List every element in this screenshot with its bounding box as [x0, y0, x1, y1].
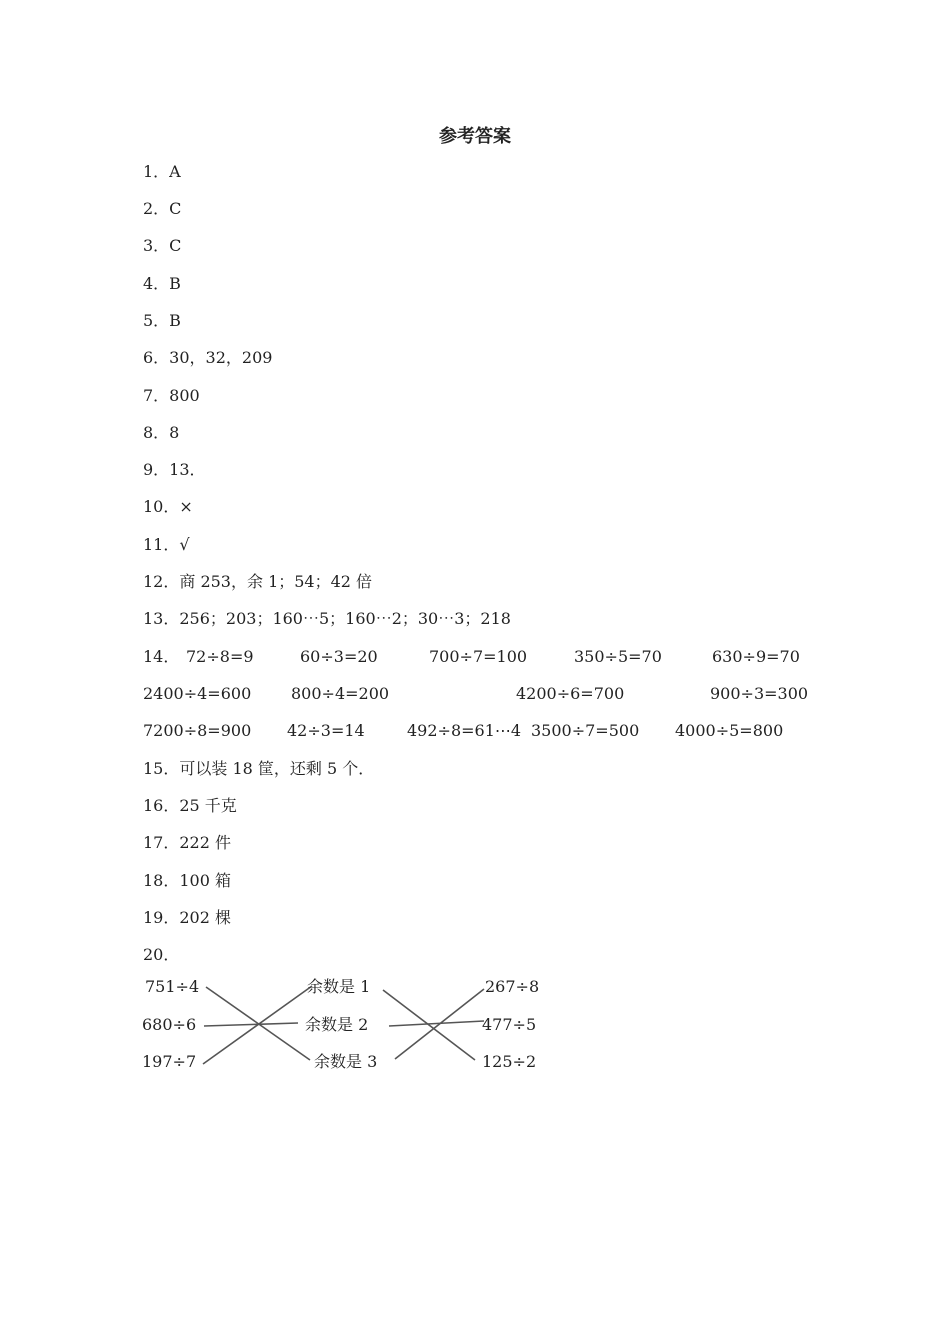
- answer-1: 1．A: [143, 162, 181, 181]
- answer-4: 4．B: [143, 274, 181, 293]
- answer-16: 16．25 千克: [143, 796, 237, 815]
- calc-cell: 3500÷7=500: [531, 721, 640, 740]
- answer-11: 11．√: [143, 535, 190, 554]
- calc-cell: 630÷9=70: [712, 647, 800, 666]
- match-line: [204, 1023, 298, 1026]
- answer-9: 9．13．: [143, 460, 206, 479]
- calc-cell: 42÷3=14: [287, 721, 365, 740]
- page-title: 参考答案: [439, 126, 511, 147]
- match-left-item: 751÷4: [145, 977, 200, 996]
- calc-cell: 492÷8=61⋯4: [407, 721, 522, 740]
- answer-15: 15．可以装 18 筐，还剩 5 个．: [143, 759, 375, 778]
- calc-cell: 350÷5=70: [574, 647, 662, 666]
- answer-19: 19．202 棵: [143, 908, 231, 927]
- match-right-item: 267÷8: [485, 977, 540, 996]
- calc-cell: 7200÷8=900: [143, 721, 252, 740]
- match-right-item: 477÷5: [482, 1015, 537, 1034]
- match-middle-item: 余数是 2: [305, 1015, 369, 1034]
- answer-3: 3．C: [143, 236, 182, 255]
- calc-cell: 900÷3=300: [710, 684, 809, 703]
- answer-17: 17．222 件: [143, 833, 231, 852]
- answer-5: 5．B: [143, 311, 181, 330]
- calc-cell: 800÷4=200: [291, 684, 390, 703]
- answer-12: 12．商 253，余 1；54；42 倍: [143, 572, 373, 591]
- calc-cell: 4200÷6=700: [516, 684, 625, 703]
- calc-cell: 4000÷5=800: [675, 721, 784, 740]
- answer-2: 2．C: [143, 199, 182, 218]
- calc-cell: 60÷3=20: [300, 647, 378, 666]
- match-left-item: 680÷6: [142, 1015, 197, 1034]
- calc-cell: 2400÷4=600: [143, 684, 252, 703]
- match-right-item: 125÷2: [482, 1052, 537, 1071]
- answer-20: 20．: [143, 945, 180, 964]
- answer-8: 8．8: [143, 423, 180, 442]
- answer-14-label: 14．: [143, 647, 180, 666]
- match-line: [395, 989, 484, 1059]
- calc-cell: 72÷8=9: [186, 647, 254, 666]
- answer-7: 7．800: [143, 386, 200, 405]
- match-middle-item: 余数是 1: [307, 977, 371, 996]
- answer-18: 18．100 箱: [143, 871, 231, 890]
- match-line: [389, 1021, 484, 1026]
- match-middle-item: 余数是 3: [314, 1052, 378, 1071]
- answer-13: 13．256；203；160⋯5；160⋯2；30⋯3；218: [143, 609, 511, 628]
- answer-6: 6．30，32，209: [143, 348, 273, 367]
- match-left-item: 197÷7: [142, 1052, 197, 1071]
- calc-cell: 700÷7=100: [429, 647, 528, 666]
- answer-10: 10．×: [143, 497, 193, 516]
